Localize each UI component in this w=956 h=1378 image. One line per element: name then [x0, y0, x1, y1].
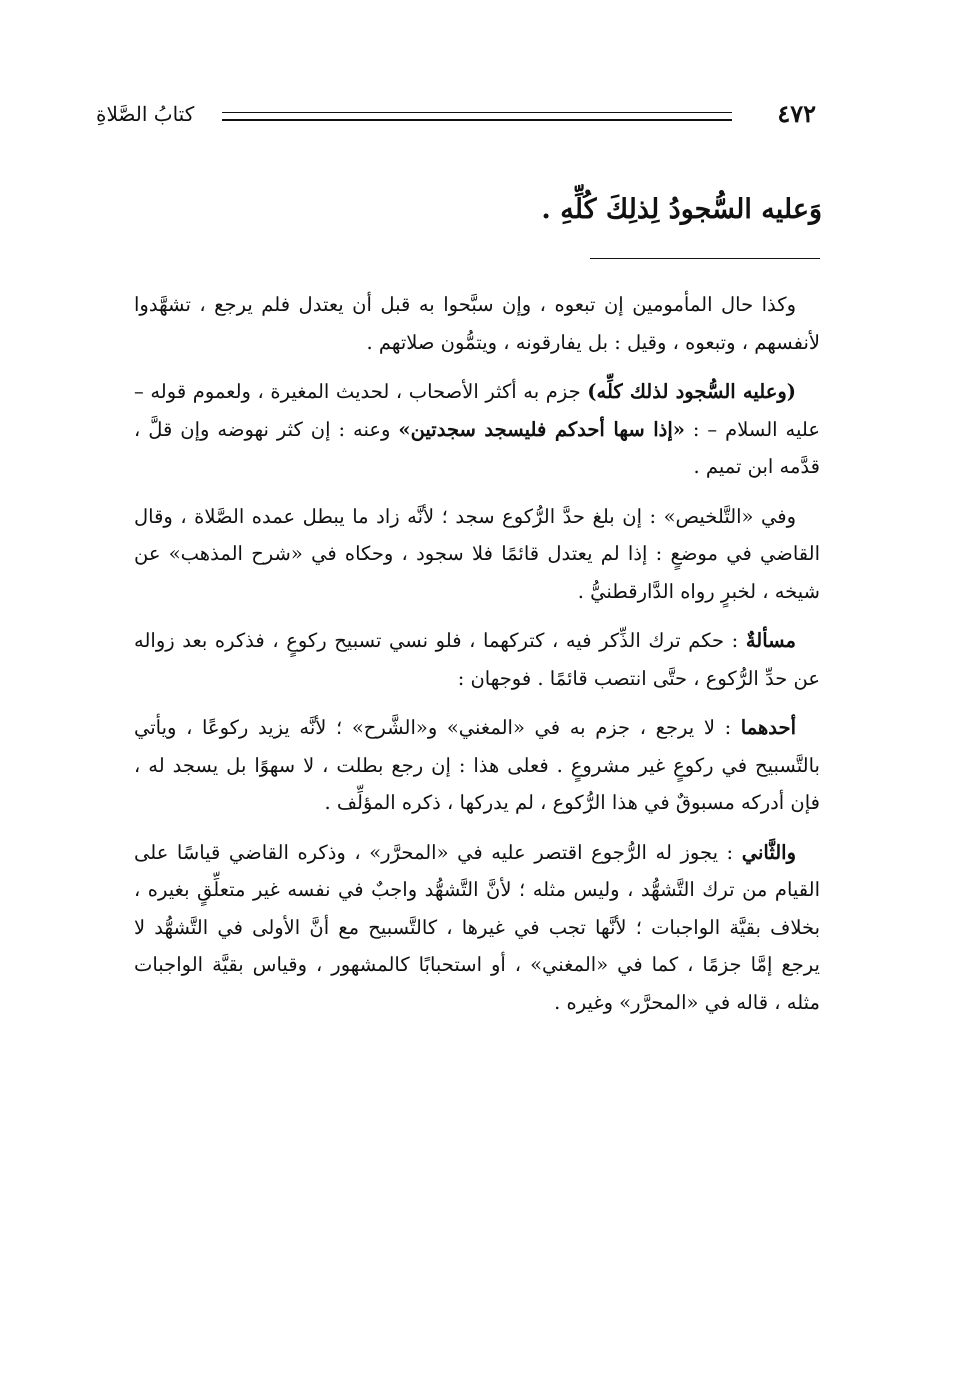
- text-run: : لا يرجع ، جزم به في «المغني» و«الشَّرح» ؛ لأنَّه يزيد ركوعًا ، ويأتي بالتَّسبيح في ركوعٍ غير مشروعٍ . فعلى هذا : إن رجع بطلت ، لا سهوًا بل يسجد له ، فإن أدركه مسبوقٌ في هذا الرُّكوع ، لم يدركها ، ذكره المؤلِّف .: [134, 716, 820, 814]
- text-run: جزم به أكثر الأصحاب ، لحديث المغيرة ، ولعموم قوله – عليه السلام – :: [134, 380, 820, 441]
- commentary-paragraph: [134, 286, 820, 361]
- text-run: : حكم ترك الذِّكر فيه ، كتركهما ، فلو نسي تسبيح ركوعٍ ، فذكره بعد زواله عن حدِّ الرُّكوع ، حتَّى انتصب قائمًا . فوجهان :: [134, 629, 820, 690]
- running-header: [96, 98, 816, 138]
- book-title: كتابُ الصَّلاةِ: [96, 102, 195, 126]
- commentary-paragraph: [134, 373, 820, 486]
- commentary-paragraph: [134, 709, 820, 822]
- text-run: وفي «التَّلخيص» : إن بلغ حدَّ الرُّكوع سجد ؛ لأنَّه زاد ما يبطل عمده الصَّلاة ، وقال القاضي في موضعٍ : إذا لم يعتدل قائمًا فلا سجود ، وحكاه في «شرح المذهب» عن شيخه ، لخبرٍ رواه الدَّارقطنيُّ .: [134, 504, 820, 603]
- commentary-paragraph: [134, 622, 820, 697]
- commentary-paragraph: [134, 834, 820, 1022]
- text-run: وكذا حال المأمومين إن تبعوه ، وإن سبَّحوا به قبل أن يعتدل فلم يرجع ، تشهَّدوا لأنفسهم ، وتبعوه ، وقيل : بل يفارقونه ، ويتمُّون صلاتهم .: [134, 293, 820, 354]
- matn-text: وَعليه السُّجودُ لِذلِكَ كُلِّهِ .: [541, 194, 822, 225]
- bold-phrase: «إذا سها أحدكم فليسجد سجدتين»: [398, 417, 685, 441]
- bold-phrase: (وعليه السُّجود لذلك كلِّه): [587, 380, 796, 403]
- page-number: ٤٧٢: [777, 99, 816, 128]
- commentary-paragraph: [134, 498, 820, 611]
- bold-phrase: والثَّاني: [741, 840, 796, 864]
- text-run: وعنه : إن كثر نهوضه وإن قلَّ ، قدَّمه ابن تميم .: [134, 417, 820, 478]
- bold-phrase: أحدهما: [740, 716, 796, 739]
- matn-separator-rule: [590, 258, 820, 259]
- commentary-body: [134, 286, 820, 1033]
- header-rule: [222, 112, 732, 121]
- text-run: : يجوز له الرُّجوع اقتصر عليه في «المحرَّر» ، وذكره القاضي قياسًا على القيام من ترك التَّشهُّد ، وليس مثله ؛ لأنَّ التَّشهُّد واجبٌ في نفسه غير متعلِّقٍ بغيره ، بخلاف بقيَّة الواجبات ؛ لأنَّها تجب في غيرها ، كالتَّسبيح مع أنَّ الأولى في التَّشهُّد لا يرجع إمَّا جزمًا ، كما في «المغني» ، أو استحبابًا كالمشهور ، وقياس بقيَّة الواجبات مثله ، قاله في «المحرَّر» وغيره .: [134, 840, 820, 1014]
- bold-phrase: مسألةٌ: [745, 629, 796, 652]
